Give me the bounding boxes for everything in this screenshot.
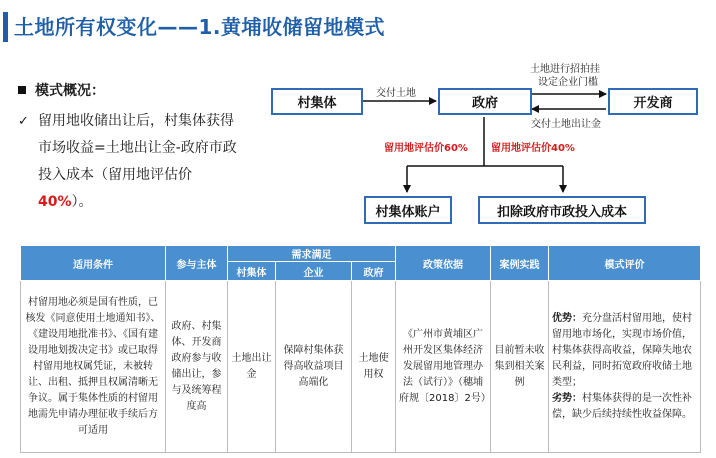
cell-participants: 政府、村集体、开发商政府参与收储出让，参与及统筹程度高 xyxy=(166,281,228,453)
cell-village: 土地出让金 xyxy=(228,281,276,453)
header-conditions: 适用条件 xyxy=(21,246,166,281)
overview-bullet-suffix: ）。 xyxy=(71,194,93,210)
header-village: 村集体 xyxy=(228,262,276,281)
cell-evaluation xyxy=(549,281,701,453)
header-policy-basis: 政策依据 xyxy=(396,246,491,281)
cell-government: 土地使用权 xyxy=(352,281,396,453)
header-needs: 需求满足 xyxy=(228,246,396,262)
cell-case-practice: 目前暂未收集到相关案例 xyxy=(491,281,549,453)
disadvantage-text: 村集体获得的是一次性补偿，缺少后续持续性收益保障。 xyxy=(552,392,693,420)
overview-highlight: 40% xyxy=(38,194,72,210)
policy-table xyxy=(20,245,701,453)
cell-enterprise: 保障村集体获得高收益项目高端化 xyxy=(276,281,352,453)
label-share-40: 留用地评估价40% xyxy=(491,143,575,154)
table-row xyxy=(21,281,701,453)
header-evaluation: 模式评价 xyxy=(549,246,701,281)
header-government: 政府 xyxy=(352,262,396,281)
page-title: 土地所有权变化——1.黄埔收储留地模式 xyxy=(14,15,386,39)
label-auction-line2: 设定企业门槛 xyxy=(538,77,598,88)
label-hand-over-land: 交付土地 xyxy=(376,88,416,99)
check-icon: ✓ xyxy=(18,114,29,129)
box-village-account: 村集体账户 xyxy=(364,196,452,224)
advantage-label: 优势： xyxy=(552,312,583,324)
box-government: 政府 xyxy=(438,88,532,115)
advantage-text: 充分盘活村留用地，使村留用地市场化，实现市场价值，村集体获得高收益，保障失地农民利益，同时拓宽政府收储土地类型； xyxy=(552,312,693,388)
cell-conditions: 村留用地必须是国有性质，已核发《同意使用土地通知书》、《建设用地批准书》、《国有建设用地划拨决定书》或已取得村留用地权属凭证，未被转让、出租、抵押且权属清晰无争议。属于集体性质的村留用地需先申请办理征收手续后方可适用 xyxy=(21,281,166,453)
box-developer: 开发商 xyxy=(608,88,698,115)
header-enterprise: 企业 xyxy=(276,262,352,281)
label-auction-line1: 土地进行招拍挂 xyxy=(530,64,600,75)
box-village-collective: 村集体 xyxy=(271,88,363,115)
overview-bullet-prefix: 留用地收储出让后，村集体获得市场收益=土地出让金-政府市政投入成本（留用地评估价 xyxy=(38,113,237,183)
disadvantage-label: 劣势： xyxy=(552,392,583,404)
header-participants: 参与主体 xyxy=(166,246,228,281)
label-pay-fee: 交付土地出让金 xyxy=(531,119,601,130)
label-share-60: 留用地评估价60% xyxy=(384,143,468,154)
box-deduct-cost: 扣除政府市政投入成本 xyxy=(478,196,646,224)
overview-heading-text: 模式概况： xyxy=(35,83,105,99)
cell-policy-basis: 《广州市黄埔区广州开发区集体经济发展留用地管理办法（试行）》（穗埔府规〔2018〕2号） xyxy=(396,281,491,453)
header-case-practice: 案例实践 xyxy=(491,246,549,281)
